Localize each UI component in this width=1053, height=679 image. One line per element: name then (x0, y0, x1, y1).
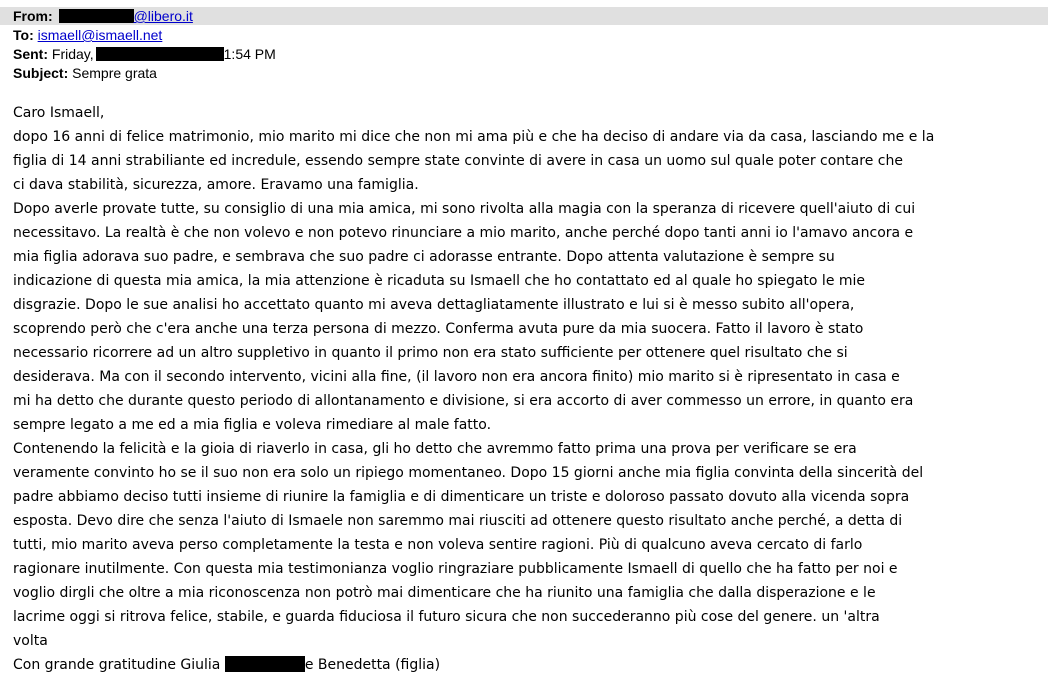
sent-day: Friday, (51, 46, 94, 62)
body-line: necessitavo. La realtà è che non volevo e non potevo rinunciare a mio marito, anche perché dopo tanti anni io l'amavo ancora e (13, 225, 914, 241)
body-line: esposta. Devo dire che senza l'aiuto di Ismaele non saremmo mai riusciti ad ottenere questo risultato anche perché, a detta di (13, 513, 903, 529)
from-label: From: (13, 8, 53, 24)
signature-prefix: Con grande gratitudine Giulia (13, 657, 221, 673)
body-line: dopo 16 anni di felice matrimonio, mio marito mi dice che non mi ama più e che ha deciso di andare via da casa, lasciando me e la (13, 129, 935, 145)
body-line: disgrazie. Dopo le sue analisi ho accettato quanto mi aveva dettagliatamente illustrato e lui si è messo subito all'opera, (13, 297, 855, 313)
body-line: Dopo averle provate tutte, su consiglio di una mia amica, mi sono rivolta alla magia con la speranza di ricevere quell'aiuto di cui (13, 201, 916, 217)
body-line: veramente convinto ho se il suo non era solo un ripiego momentaneo. Dopo 15 giorni anche mia figlia convinta della sincerità del (13, 465, 924, 481)
signature-suffix: e Benedetta (figlia) (304, 657, 441, 673)
to-label: To: (13, 27, 34, 43)
body-line: ragionare inutilmente. Con questa mia testimonianza voglio ringraziare pubblicamente Ismaell di quello che ha fatto per noi e (13, 561, 898, 577)
body-line: Contenendo la felicità e la gioia di riaverlo in casa, gli ho detto che avremmo fatto prima una prova per verificare se era (13, 441, 857, 457)
body-line: padre abbiamo deciso tutti insieme di riunire la famiglia e di dimenticare un triste e doloroso passato dovuto alla vicenda sopra (13, 489, 910, 505)
body-line: lacrime oggi si ritrova felice, stabile, e guarda fiduciosa il futuro sicura che non succederanno più cose del genere. un 'altra (13, 609, 880, 625)
email-body (13, 101, 1048, 677)
redaction-bar (96, 47, 224, 61)
body-line: necessario ricorrere ad un altro suppletivo in quanto il primo non era stato sufficiente per ottenere quel risultato che si (13, 345, 848, 361)
body-line: ci dava stabilità, sicurezza, amore. Eravamo una famiglia. (13, 177, 419, 193)
body-line: figlia di 14 anni strabiliante ed incredule, essendo sempre state convinte di avere in casa un uomo sul quale poter contare che (13, 153, 903, 169)
redaction-bar (59, 9, 134, 23)
body-line: voglio dirgli che oltre a mia riconoscenza non potrò mai dimenticare che ha riunito una famiglia che dalla disperazione e le (13, 585, 876, 601)
body-line: sempre legato a me ed a mia figlia e voleva rimediare al male fatto. (13, 417, 492, 433)
redaction-bar (225, 656, 305, 672)
body-line: desiderava. Ma con il secondo intervento, vicini alla fine, (il lavoro non era ancora finito) mio marito si è ripresentato in casa e (13, 369, 900, 385)
to-email-link[interactable]: ismaell@ismaell.net (37, 27, 163, 43)
body-line: Caro Ismaell, (13, 105, 105, 121)
sent-time: 1:54 PM (223, 46, 276, 62)
body-line: indicazione di questa mia amica, la mia attenzione è ricaduta su Ismaell che ho contattato ed al quale ho spiegato le mie (13, 273, 866, 289)
from-email-link[interactable]: @libero.it (133, 8, 193, 24)
sent-label: Sent: (13, 46, 48, 62)
sent-row (13, 45, 276, 63)
body-line: mi ha detto che durante questo periodo di allontanamento e divisione, si era accorto di aver commesso un errore, in quanto era (13, 393, 914, 409)
body-line: tutti, mio marito aveva perso completamente la testa e non voleva sentire ragioni. Più di qualcuno aveva cercato di farlo (13, 537, 863, 553)
body-line: scoprendo però che c'era anche una terza persona di mezzo. Conferma avuta pure da mia suocera. Fatto il lavoro è stato (13, 321, 864, 337)
subject-row (13, 64, 157, 82)
signature-line (13, 653, 1048, 677)
to-row (13, 26, 162, 44)
from-row (13, 7, 193, 25)
body-line: volta (13, 633, 48, 649)
subject-label: Subject: (13, 65, 69, 81)
body-line: mia figlia adorava suo padre, e sembrava che suo padre ci adorasse entrante. Dopo attenta valutazione è sempre su (13, 249, 835, 265)
subject-text: Sempre grata (72, 65, 157, 81)
